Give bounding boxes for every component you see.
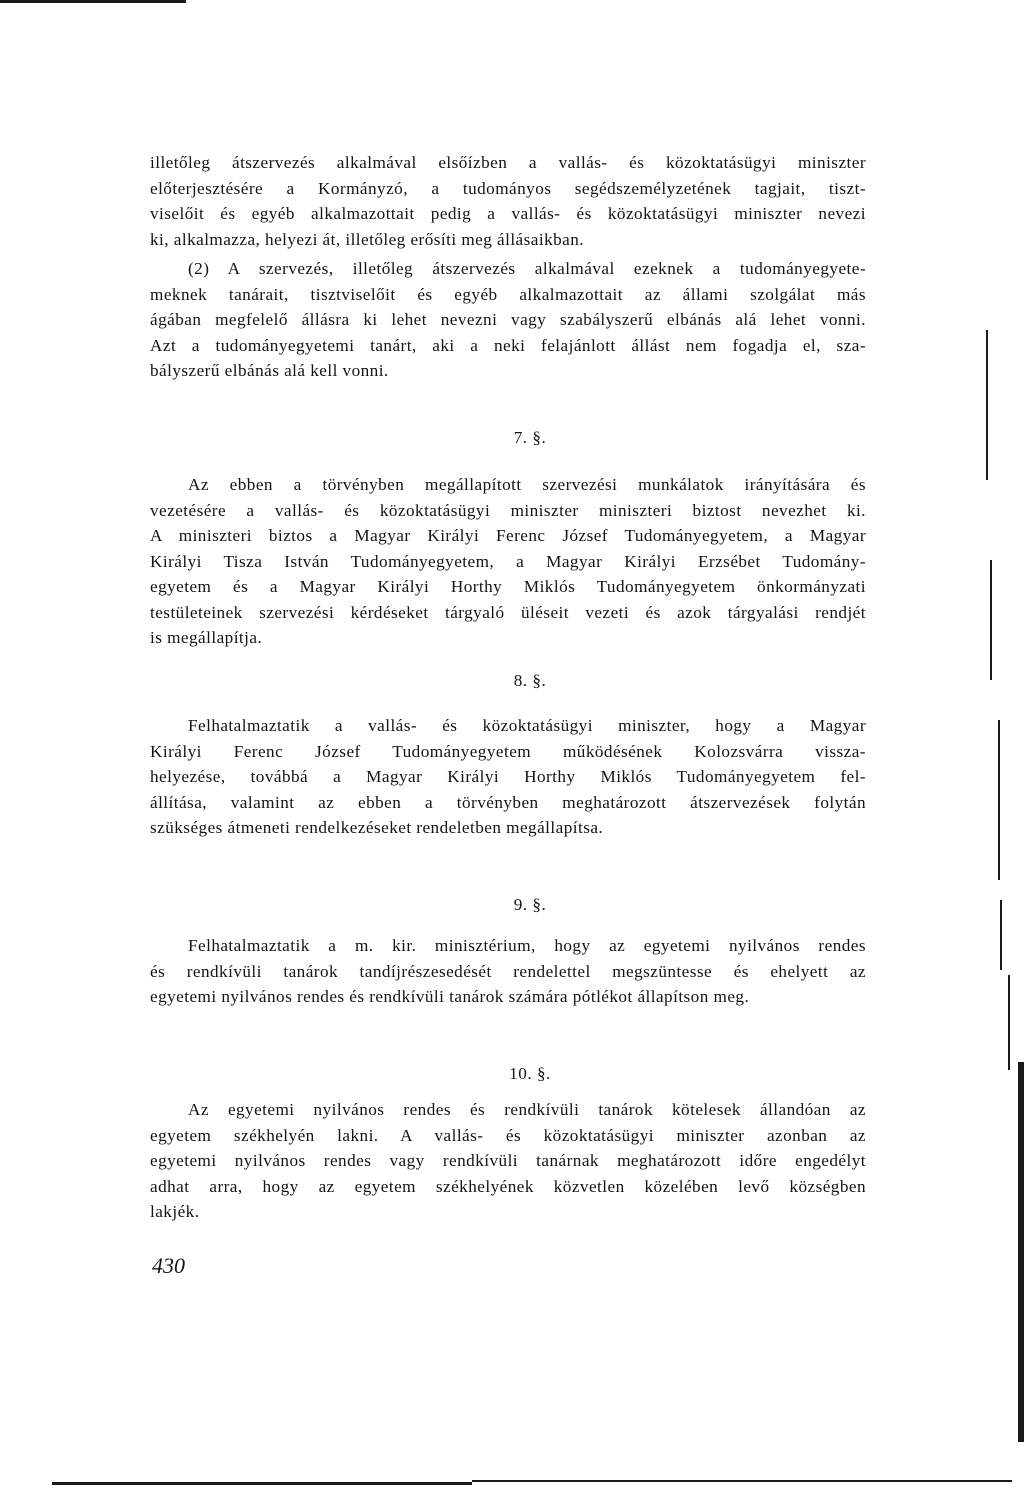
section-heading-8: 8. §. [513,671,547,690]
text-line: A miniszteri biztos a Magyar Királyi Ferenc József Tudományegyetem, a Magyar [150,526,866,545]
text-line: egyetem székhelyén lakni. A vallás- és közoktatásügyi miniszter azonban az [150,1125,866,1145]
bottom-scan-rule [472,1480,1012,1482]
text-line: bályszerű elbánás alá kell vonni. [150,361,389,380]
section-heading-10: 10. §. [509,1064,551,1083]
text-line: illetőleg átszervezés alkalmával elsőízben a vallás- és közoktatásügyi miniszter [150,153,866,172]
text-line: is megállapítja. [150,628,263,647]
text-line: (2) A szervezés, illetőleg átszervezés alkalmával ezeknek a tudományegyete- [188,259,866,278]
binding-edge-shadow [1018,1062,1024,1442]
binding-edge-mark [998,720,1000,880]
paragraph-subsection-2 [150,256,866,384]
text-line: Királyi Ferenc József Tudományegyetem működésének Kolozsvárra vissza- [150,741,866,761]
text-line: Felhatalmaztatik a vallás- és közoktatásügyi miniszter, hogy a Magyar [188,716,866,735]
paragraph-section-10 [150,1097,866,1225]
text-line: szükséges átmeneti rendelkezéseket rendeletben megállapítsa. [150,818,604,837]
page-number: 430 [152,1253,185,1278]
paragraph-continuation [150,150,866,252]
text-line: állítása, valamint az ebben a törvényben meghatározott átszervezések folytán [150,792,866,812]
text-line: testületeinek szervezési kérdéseket tárgyaló üléseit vezeti és azok tárgyalási rendjét [150,602,866,622]
paragraph-section-9 [150,933,866,1010]
text-line: Az ebben a törvényben megállapított szervezési munkálatok irányítására és [188,475,866,494]
paragraph-section-8 [150,713,866,841]
text-line: meknek tanárait, tisztviselőit és egyéb alkalmazottait az állami szolgálat más [150,284,866,304]
paragraph-section-7 [150,472,866,651]
text-line: helyezése, továbbá a Magyar Királyi Horthy Miklós Tudományegyetem fel- [150,767,866,786]
section-heading-9: 9. §. [513,895,547,914]
section-heading-7: 7. §. [513,428,547,447]
text-line: adhat arra, hogy az egyetem székhelyének közvetlen közelében levő községben [150,1176,866,1196]
text-line: Azt a tudományegyetemi tanárt, aki a neki felajánlott állást nem fogadja el, sza- [150,335,866,355]
text-line: előterjesztésére a Kormányzó, a tudományos segédszemélyzetének tagjait, tiszt- [150,178,866,198]
binding-edge-mark [1000,900,1002,970]
text-line: Az egyetemi nyilvános rendes és rendkívüli tanárok kötelesek állandóan az [188,1100,866,1119]
text-line: lakjék. [150,1202,200,1221]
text-line: viselőit és egyéb alkalmazottait pedig a vallás- és közoktatásügyi miniszter nevezi [150,204,866,223]
text-line: és rendkívüli tanárok tandíjrészesedését rendelettel megszüntesse és ehelyett az [150,961,866,981]
text-line: egyetemi nyilvános rendes és rendkívüli tanárok számára pótlékot állapítson meg. [150,987,750,1006]
top-scan-rule [0,0,186,3]
binding-edge-mark [990,560,992,680]
text-line: egyetemi nyilvános rendes vagy rendkívüli tanárnak meghatározott időre engedélyt [150,1151,866,1170]
bottom-scan-rule [52,1482,472,1485]
text-line: ágában megfelelő állásra ki lehet nevezni vagy szabályszerű elbánás alá lehet vonni. [150,310,866,329]
binding-edge-mark [986,330,988,480]
text-line: ki, alkalmazza, helyezi át, illetőleg erősíti meg állásaikban. [150,229,585,249]
text-line: egyetem és a Magyar Királyi Horthy Miklós Tudományegyetem önkormányzati [150,577,866,596]
text-line: vezetésére a vallás- és közoktatásügyi miniszter miniszteri biztost nevezhet ki. [150,500,866,520]
text-line: Felhatalmaztatik a m. kir. minisztérium, hogy az egyetemi nyilvános rendes [188,936,866,955]
text-line: Királyi Tisza István Tudományegyetem, a Magyar Királyi Erzsébet Tudomány- [150,551,866,571]
binding-edge-mark [1008,975,1010,1070]
